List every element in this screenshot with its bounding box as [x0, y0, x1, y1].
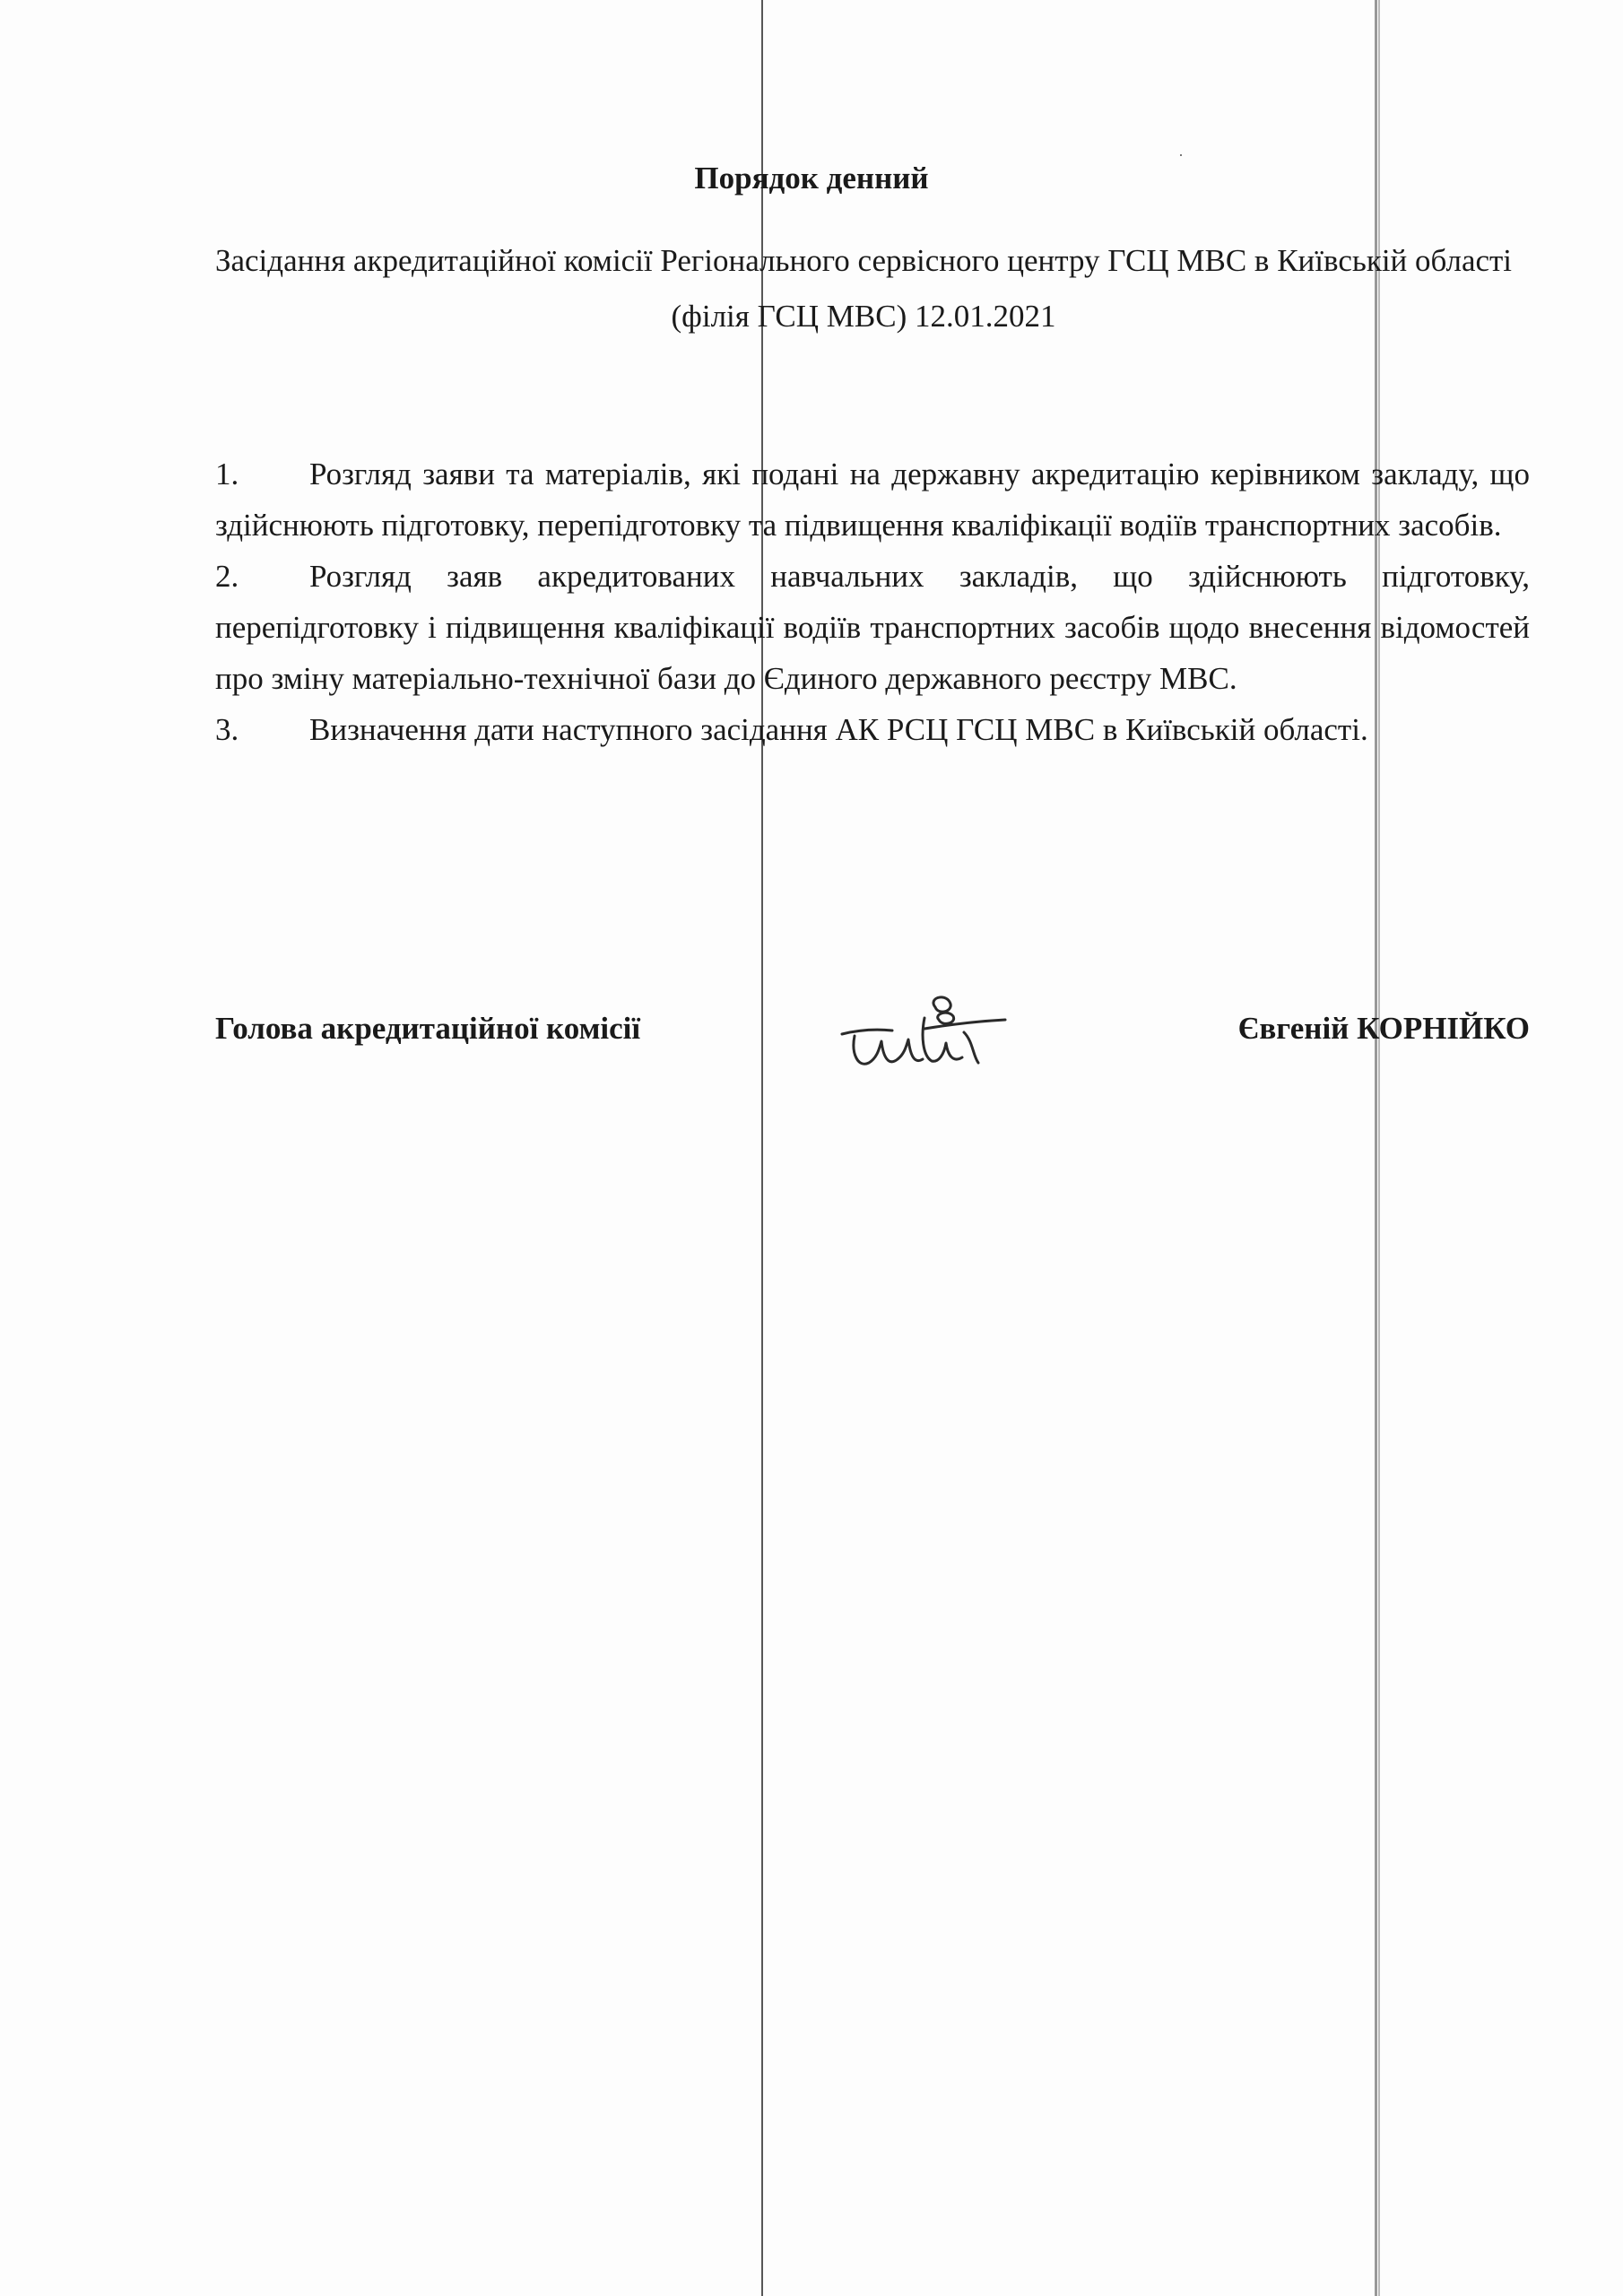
document-title: Порядок денний [694, 161, 929, 196]
agenda-item-text: Розгляд заяви та матеріалів, які подані на державну акредитацію керівником закладу, що здійснюють підготовку, перепідготовку та підвищення кваліфікації водіїв транспортних засобів. [215, 457, 1530, 543]
agenda-item-number: 3. [215, 712, 239, 747]
agenda-item [215, 448, 1530, 551]
agenda-item-number: 2. [215, 559, 239, 594]
agenda-item-text: Розгляд заяв акредитованих навчальних закладів, що здійснюють підготовку, перепідготовку і підвищення кваліфікації водіїв транспортних засобів щодо внесення відомостей про зміну матеріально-технічної бази до Єдиного державного реєстру МВС. [215, 559, 1530, 696]
signatory-name: Євгеній КОРНІЙКО [1237, 1011, 1530, 1046]
scan-artifact-line [761, 0, 763, 2296]
agenda-list [215, 448, 1530, 755]
scan-artifact-line [1378, 0, 1380, 2296]
document-subtitle: Засідання акредитаційної комісії Регіонального сервісного центру ГСЦ МВС в Київській області (філія ГСЦ МВС) 12.01.2021 [214, 243, 1513, 334]
handwritten-signature-icon [838, 991, 1018, 1081]
scan-artifact-line [1375, 0, 1377, 2296]
agenda-item [215, 704, 1530, 755]
agenda-item-number: 1. [215, 457, 239, 491]
agenda-item-text: Визначення дати наступного засідання АК РСЦ ГСЦ МВС в Київській області. [309, 712, 1368, 747]
signatory-position: Голова акредитаційної комісії [215, 1011, 641, 1046]
scan-artifact-dot [1180, 154, 1182, 156]
agenda-item [215, 551, 1530, 704]
